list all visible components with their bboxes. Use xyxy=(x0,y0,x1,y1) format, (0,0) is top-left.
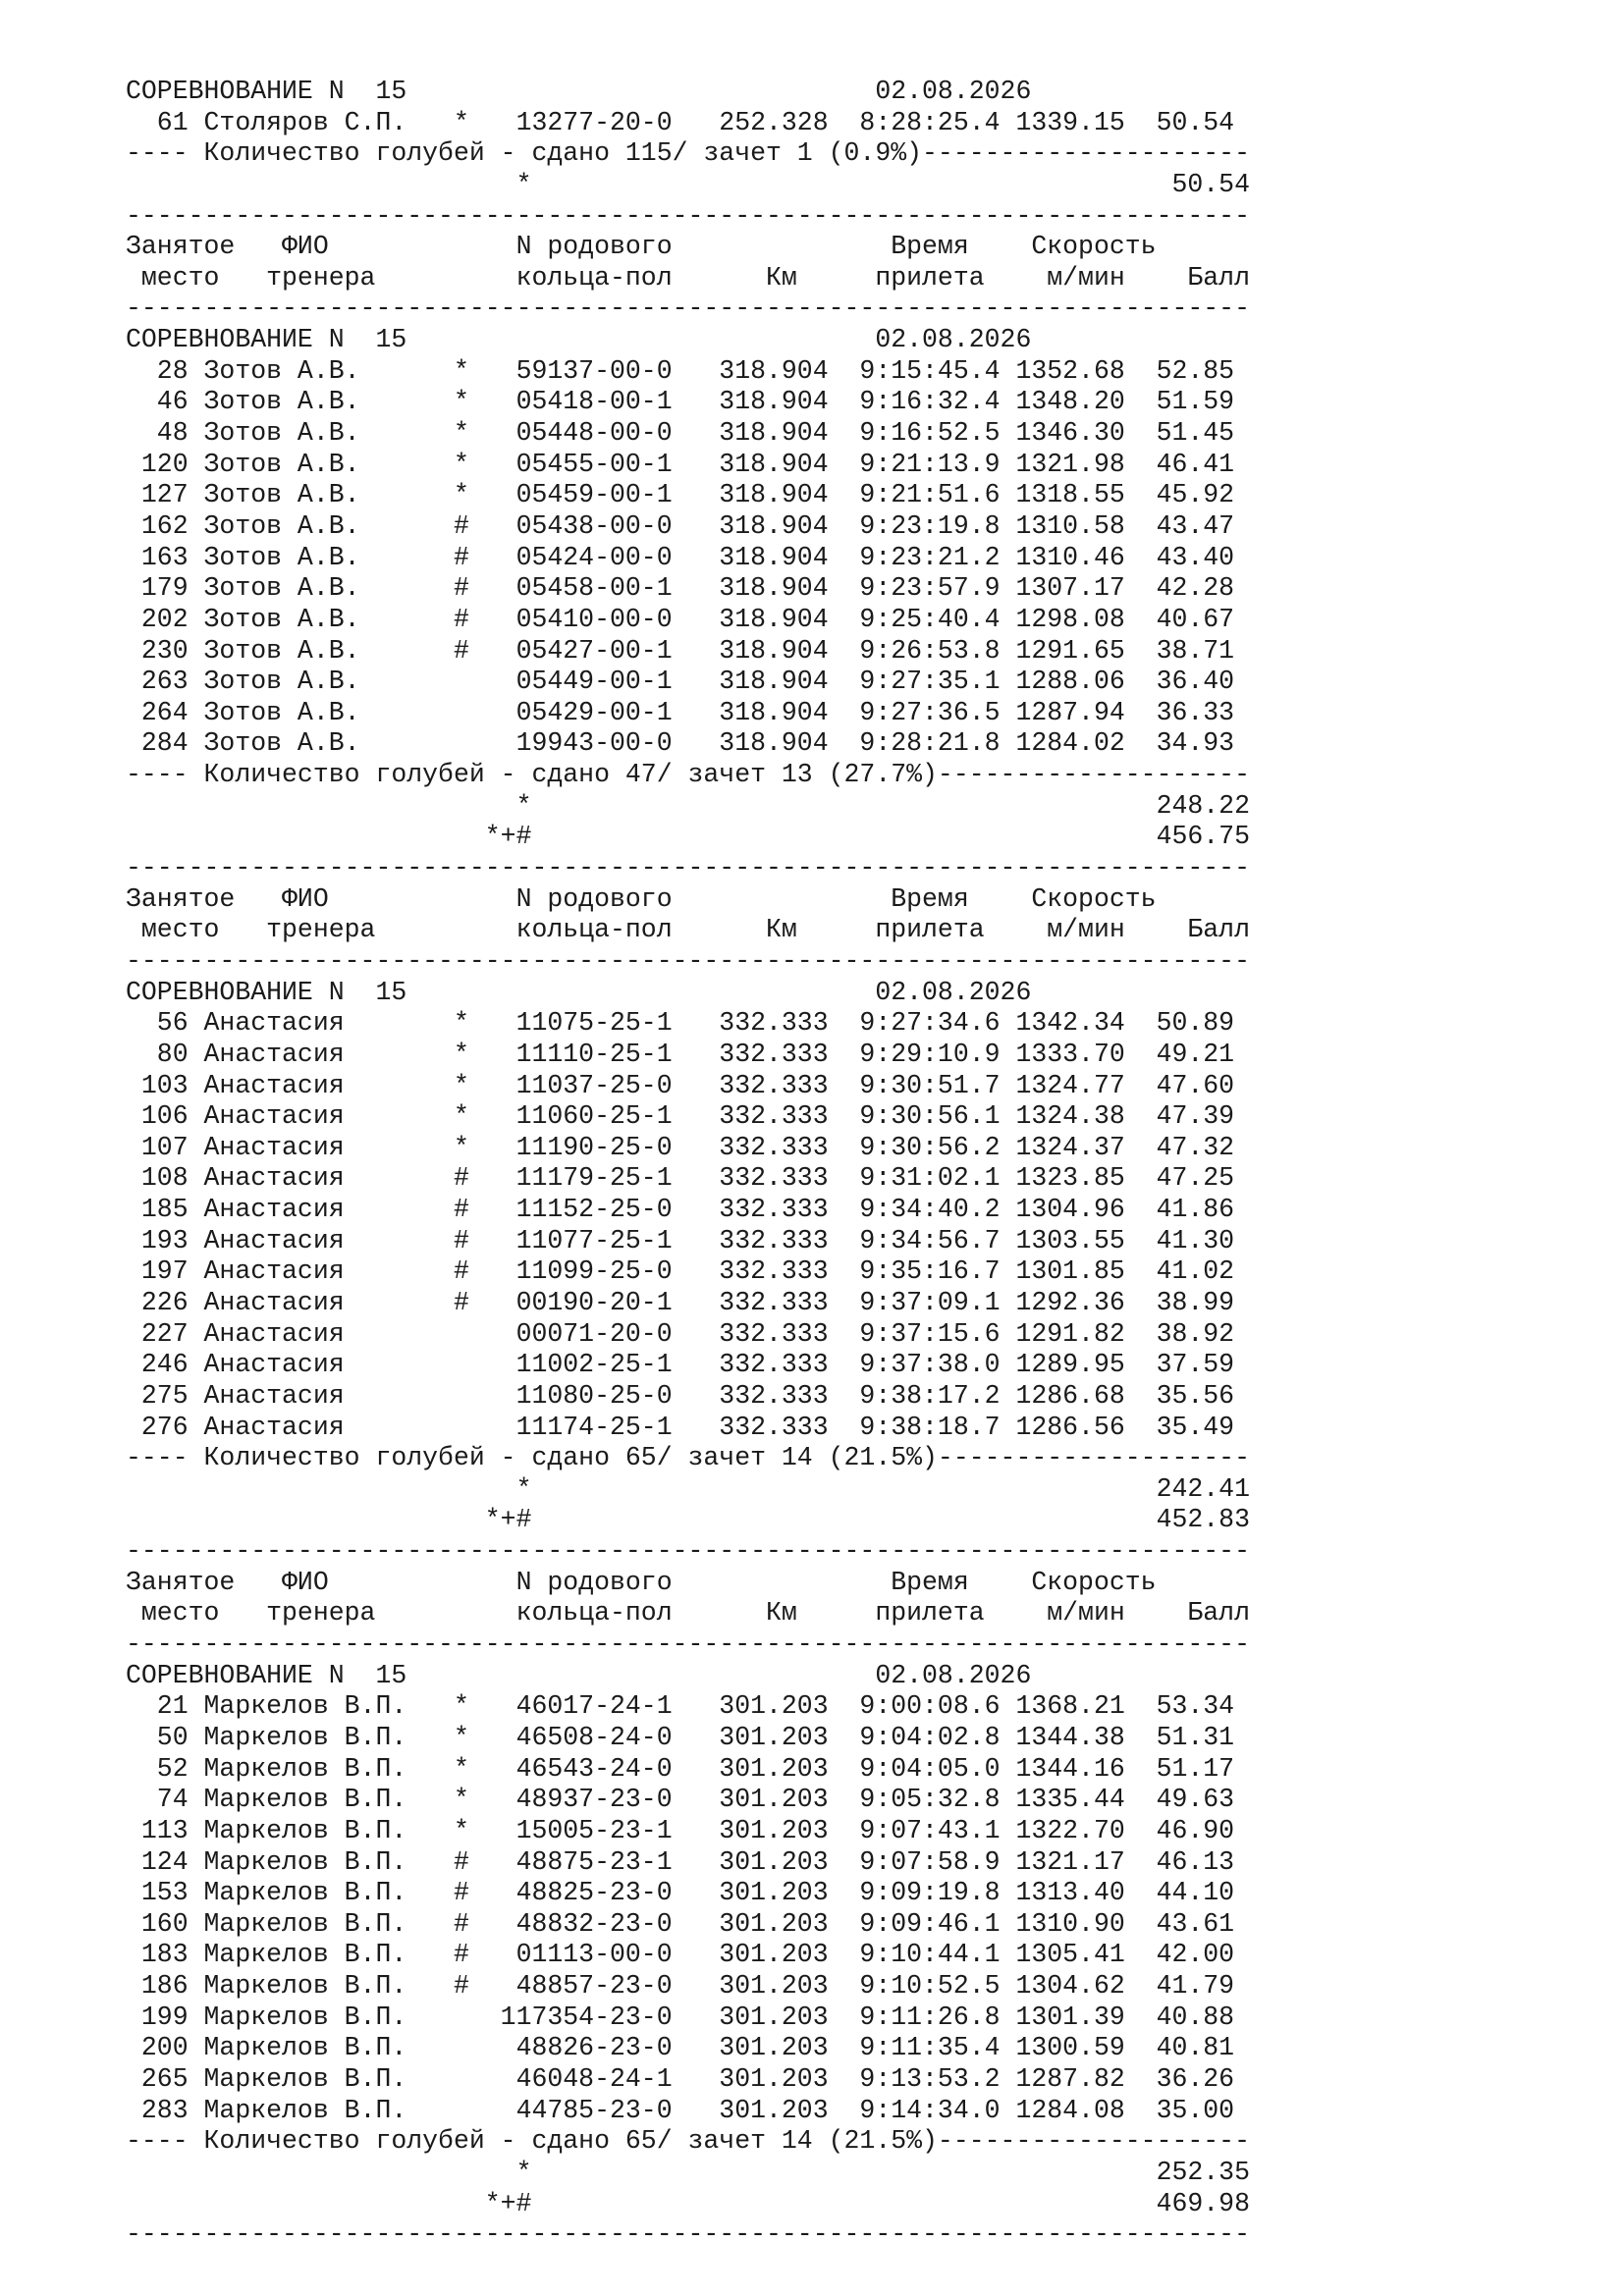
result-row: 264 Зотов А.В. 05429-00-1 318.904 9:27:36.5 1287.94 36.33 xyxy=(126,697,1235,727)
result-row: 106 Анастасия * 11060-25-1 332.333 9:30:56.1 1324.38 47.39 xyxy=(126,1101,1235,1132)
separator-line: ------------------------------------------------------------------------ xyxy=(126,1629,1250,1660)
result-row: 199 Маркелов В.П. 117354-23-0 301.203 9:11:26.8 1301.39 40.88 xyxy=(126,2002,1235,2032)
result-row: 193 Анастасия # 11077-25-1 332.333 9:34:56.7 1303.55 41.30 xyxy=(126,1225,1235,1255)
result-row: 284 Зотов А.В. 19943-00-0 318.904 9:28:21.8 1284.02 34.93 xyxy=(126,728,1235,759)
separator-line: ------------------------------------------------------------------------ xyxy=(126,945,1250,976)
result-row: 107 Анастасия * 11190-25-0 332.333 9:30:56.2 1324.37 47.32 xyxy=(126,1132,1235,1162)
result-row: 127 Зотов А.В. * 05459-00-1 318.904 9:21:51.6 1318.55 45.92 xyxy=(126,480,1235,510)
result-row: 160 Маркелов В.П. # 48832-23-0 301.203 9:09:46.1 1310.90 43.61 xyxy=(126,1908,1235,1939)
result-row: 202 Зотов А.В. # 05410-00-0 318.904 9:25:40.4 1298.08 40.67 xyxy=(126,604,1235,634)
result-row: 265 Маркелов В.П. 46048-24-1 301.203 9:13:53.2 1287.82 36.26 xyxy=(126,2064,1235,2094)
result-row: 185 Анастасия # 11152-25-0 332.333 9:34:40.2 1304.96 41.86 xyxy=(126,1195,1235,1225)
separator-line: ------------------------------------------------------------------------ xyxy=(126,853,1250,883)
summary-line: ---- Количество голубей - сдано 65/ зачет 14 (21.5%)-------------------- xyxy=(126,2126,1250,2157)
report-document xyxy=(126,77,1250,2251)
column-header-line: место тренера кольца-пол Км прилета м/мин Балл xyxy=(126,915,1250,945)
total-line: * 242.41 xyxy=(126,1473,1250,1504)
result-row: 263 Зотов А.В. 05449-00-1 318.904 9:27:35.1 1288.06 36.40 xyxy=(126,667,1235,697)
result-row: 108 Анастасия # 11179-25-1 332.333 9:31:02.1 1323.85 47.25 xyxy=(126,1163,1235,1194)
result-row: 52 Маркелов В.П. * 46543-24-0 301.203 9:04:05.0 1344.16 51.17 xyxy=(126,1753,1235,1784)
column-header-line: Занятое ФИО N родового Время Скорость xyxy=(126,232,1157,262)
total-line: *+# 456.75 xyxy=(126,822,1250,852)
separator-line: ------------------------------------------------------------------------ xyxy=(126,1536,1250,1567)
separator-line: ------------------------------------------------------------------------ xyxy=(126,294,1250,324)
column-header-line: Занятое ФИО N родового Время Скорость xyxy=(126,883,1157,914)
summary-line: ---- Количество голубей - сдано 47/ зачет 13 (27.7%)-------------------- xyxy=(126,760,1250,790)
result-row: 200 Маркелов В.П. 48826-23-0 301.203 9:11:35.4 1300.59 40.81 xyxy=(126,2033,1235,2063)
result-row: 197 Анастасия # 11099-25-0 332.333 9:35:16.7 1301.85 41.02 xyxy=(126,1256,1235,1287)
result-row: 21 Маркелов В.П. * 46017-24-1 301.203 9:00:08.6 1368.21 53.34 xyxy=(126,1691,1235,1722)
result-row: 74 Маркелов В.П. * 48937-23-0 301.203 9:05:32.8 1335.44 49.63 xyxy=(126,1785,1235,1815)
summary-line: ---- Количество голубей - сдано 65/ зачет 14 (21.5%)-------------------- xyxy=(126,1443,1250,1473)
competition-heading: СОРЕВНОВАНИЕ N 15 02.08.2026 xyxy=(126,325,1032,355)
total-line: * 248.22 xyxy=(126,790,1250,821)
separator-line: ------------------------------------------------------------------------ xyxy=(126,200,1250,231)
column-header-line: место тренера кольца-пол Км прилета м/мин Балл xyxy=(126,1598,1250,1629)
result-row: 103 Анастасия * 11037-25-0 332.333 9:30:51.7 1324.77 47.60 xyxy=(126,1070,1235,1100)
summary-line: ---- Количество голубей - сдано 115/ зачет 1 (0.9%)--------------------- xyxy=(126,138,1250,169)
result-row: 275 Анастасия 11080-25-0 332.333 9:38:17.2 1286.68 35.56 xyxy=(126,1380,1235,1411)
result-row: 276 Анастасия 11174-25-1 332.333 9:38:18.7 1286.56 35.49 xyxy=(126,1412,1235,1442)
column-header-line: Занятое ФИО N родового Время Скорость xyxy=(126,1567,1157,1597)
total-line: *+# 452.83 xyxy=(126,1505,1250,1535)
column-header-line: место тренера кольца-пол Км прилета м/мин Балл xyxy=(126,262,1250,293)
result-row: 163 Зотов А.В. # 05424-00-0 318.904 9:23:21.2 1310.46 43.40 xyxy=(126,542,1235,572)
result-row: 28 Зотов А.В. * 59137-00-0 318.904 9:15:45.4 1352.68 52.85 xyxy=(126,355,1235,386)
competition-heading: СОРЕВНОВАНИЕ N 15 02.08.2026 xyxy=(126,977,1032,1007)
separator-line: ------------------------------------------------------------------------ xyxy=(126,2219,1250,2250)
result-row: 153 Маркелов В.П. # 48825-23-0 301.203 9:09:19.8 1313.40 44.10 xyxy=(126,1878,1235,1908)
result-row: 227 Анастасия 00071-20-0 332.333 9:37:15.6 1291.82 38.92 xyxy=(126,1318,1235,1349)
competition-heading: СОРЕВНОВАНИЕ N 15 02.08.2026 xyxy=(126,77,1032,106)
total-line: *+# 469.98 xyxy=(126,2188,1250,2218)
competition-heading: СОРЕВНОВАНИЕ N 15 02.08.2026 xyxy=(126,1660,1032,1690)
result-row: 80 Анастасия * 11110-25-1 332.333 9:29:10.9 1333.70 49.21 xyxy=(126,1039,1235,1069)
result-row: 226 Анастасия # 00190-20-1 332.333 9:37:09.1 1292.36 38.99 xyxy=(126,1287,1235,1317)
result-row: 56 Анастасия * 11075-25-1 332.333 9:27:34.6 1342.34 50.89 xyxy=(126,1008,1235,1039)
result-row: 124 Маркелов В.П. # 48875-23-1 301.203 9:07:58.9 1321.17 46.13 xyxy=(126,1846,1235,1877)
result-row: 48 Зотов А.В. * 05448-00-0 318.904 9:16:52.5 1346.30 51.45 xyxy=(126,418,1235,449)
result-row: 183 Маркелов В.П. # 01113-00-0 301.203 9:10:44.1 1305.41 42.00 xyxy=(126,1940,1235,1970)
result-row: 283 Маркелов В.П. 44785-23-0 301.203 9:14:34.0 1284.08 35.00 xyxy=(126,2095,1235,2125)
result-row: 179 Зотов А.В. # 05458-00-1 318.904 9:23:57.9 1307.17 42.28 xyxy=(126,573,1235,604)
result-row: 186 Маркелов В.П. # 48857-23-0 301.203 9:10:52.5 1304.62 41.79 xyxy=(126,1971,1235,2002)
result-row: 230 Зотов А.В. # 05427-00-1 318.904 9:26:53.8 1291.65 38.71 xyxy=(126,635,1235,666)
result-row: 113 Маркелов В.П. * 15005-23-1 301.203 9:07:43.1 1322.70 46.90 xyxy=(126,1815,1235,1845)
total-line: * 50.54 xyxy=(126,169,1250,199)
result-row: 50 Маркелов В.П. * 46508-24-0 301.203 9:04:02.8 1344.38 51.31 xyxy=(126,1722,1235,1752)
result-row: 46 Зотов А.В. * 05418-00-1 318.904 9:16:32.4 1348.20 51.59 xyxy=(126,387,1235,417)
result-row: 61 Столяров С.П. * 13277-20-0 252.328 8:28:25.4 1339.15 50.54 xyxy=(126,107,1235,137)
total-line: * 252.35 xyxy=(126,2157,1250,2187)
result-row: 246 Анастасия 11002-25-1 332.333 9:37:38.0 1289.95 37.59 xyxy=(126,1350,1235,1380)
result-row: 162 Зотов А.В. # 05438-00-0 318.904 9:23:19.8 1310.58 43.47 xyxy=(126,510,1235,541)
result-row: 120 Зотов А.В. * 05455-00-1 318.904 9:21:13.9 1321.98 46.41 xyxy=(126,449,1235,479)
